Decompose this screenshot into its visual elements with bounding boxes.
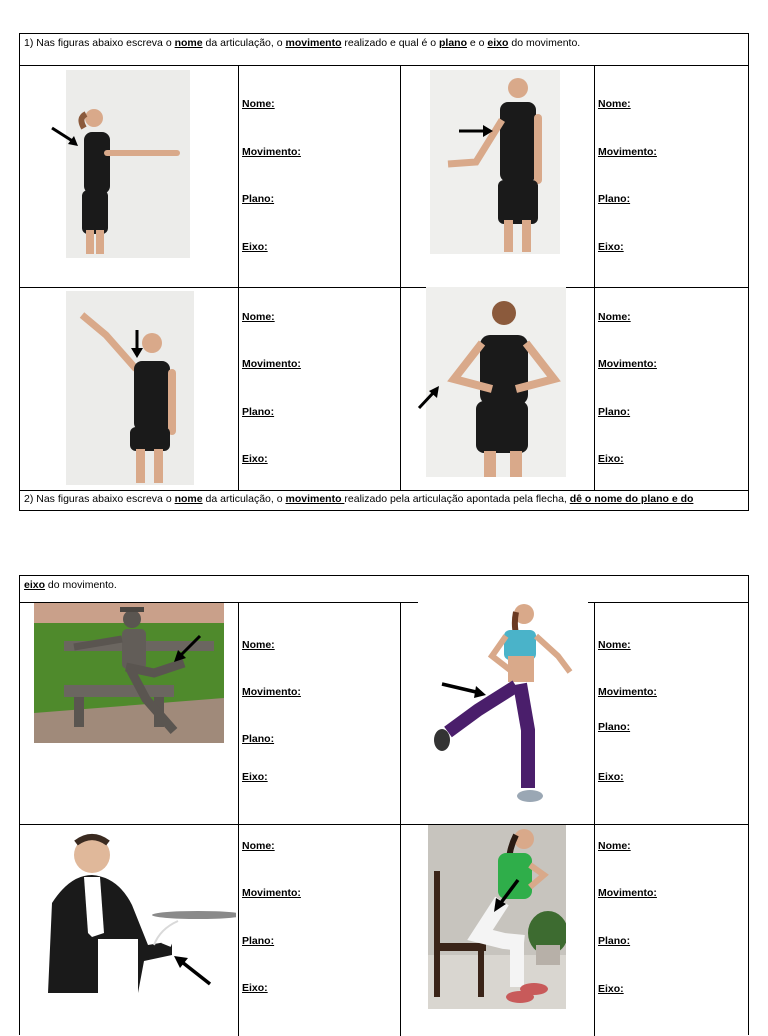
- statue-on-bench-illustration: [34, 603, 224, 743]
- nome-label: Nome:: [242, 639, 275, 651]
- q1-movimento: movimento: [285, 37, 342, 49]
- woman-arm-side-illustration: [430, 70, 560, 254]
- arrow-icon: [417, 384, 441, 410]
- nome-label: Nome:: [598, 311, 631, 323]
- woman-arm-up-illustration: [66, 291, 194, 485]
- question-2-text: [20, 490, 748, 508]
- column-divider: [594, 602, 595, 1036]
- plano-label: Plano:: [242, 406, 275, 418]
- eixo-label: Eixo:: [242, 453, 268, 465]
- column-divider: [238, 602, 239, 1036]
- woman-arm-forward-illustration: [66, 70, 190, 258]
- column-divider: [594, 65, 595, 490]
- eixo-label: Eixo:: [242, 241, 268, 253]
- plano-label: Plano:: [598, 406, 631, 418]
- eixo-label: Eixo:: [598, 771, 624, 783]
- woman-back-view-illustration: [426, 287, 566, 477]
- photo-squat-chair: [428, 825, 566, 1009]
- arrow-icon: [440, 680, 488, 700]
- arrow-icon: [492, 878, 520, 914]
- photo-shoulder-elevation: [66, 291, 194, 485]
- plano-label: Plano:: [242, 733, 275, 745]
- q2-nome: nome: [174, 493, 203, 505]
- column-divider: [400, 602, 401, 1036]
- nome-label: Nome:: [242, 840, 275, 852]
- row-divider: [20, 65, 748, 66]
- movimento-label: Movimento:: [598, 146, 657, 158]
- photo-shoulder-flexion: [66, 70, 190, 258]
- arrow-icon: [50, 126, 80, 148]
- exercise-table-2: [19, 575, 749, 1035]
- movimento-label: Movimento:: [598, 686, 657, 698]
- arrow-icon: [172, 954, 212, 986]
- q2-cont-rest: do movimento.: [45, 579, 117, 591]
- movimento-label: Movimento:: [242, 146, 301, 158]
- plano-label: Plano:: [598, 721, 631, 733]
- q2-movimento: movimento: [285, 493, 345, 505]
- eixo-label: Eixo:: [598, 453, 624, 465]
- q2-cont-eixo: eixo: [24, 579, 46, 591]
- photo-shoulder-extension: [426, 287, 566, 477]
- question-2-continuation: [20, 576, 748, 594]
- q1-mid1: da articulação, o: [202, 37, 286, 49]
- q2-bold-end: dê o nome do plano e do: [569, 493, 694, 505]
- q1-plano: plano: [438, 37, 467, 49]
- exercise-table-1: [19, 33, 749, 511]
- q1-suffix: do movimento.: [508, 37, 581, 49]
- arrow-icon: [130, 329, 144, 359]
- eixo-label: Eixo:: [598, 241, 624, 253]
- eixo-label: Eixo:: [242, 771, 268, 783]
- q1-eixo: eixo: [487, 37, 509, 49]
- plano-label: Plano:: [598, 193, 631, 205]
- column-divider: [238, 65, 239, 490]
- movimento-label: Movimento:: [598, 887, 657, 899]
- q2-mid2: realizado pela articulação apontada pela flecha,: [344, 493, 570, 505]
- row-divider: [20, 287, 748, 288]
- nome-label: Nome:: [242, 311, 275, 323]
- question-1-text: [20, 34, 748, 52]
- q1-mid3: e o: [466, 37, 488, 49]
- movimento-label: Movimento:: [242, 887, 301, 899]
- plano-label: Plano:: [242, 193, 275, 205]
- q1-prefix: 1) Nas figuras abaixo escreva o: [24, 37, 175, 49]
- q2-mid1: da articulação, o: [202, 493, 286, 505]
- nome-label: Nome:: [598, 840, 631, 852]
- arrow-icon: [172, 634, 202, 664]
- nome-label: Nome:: [242, 98, 275, 110]
- arrow-icon: [458, 124, 494, 138]
- nome-label: Nome:: [598, 98, 631, 110]
- plano-label: Plano:: [242, 935, 275, 947]
- photo-shoulder-abduction: [430, 70, 560, 254]
- woman-leg-back-illustration: [418, 600, 588, 814]
- woman-squat-illustration: [428, 825, 566, 1009]
- nome-label: Nome:: [598, 639, 631, 651]
- column-divider: [400, 65, 401, 490]
- movimento-label: Movimento:: [242, 358, 301, 370]
- plano-label: Plano:: [598, 935, 631, 947]
- q1-mid2: realizado e qual é o: [341, 37, 439, 49]
- eixo-label: Eixo:: [242, 982, 268, 994]
- photo-hip-extension: [418, 600, 588, 814]
- row-divider: [20, 824, 748, 825]
- photo-statue-bench: [34, 603, 224, 743]
- movimento-label: Movimento:: [242, 686, 301, 698]
- q2-prefix: 2) Nas figuras abaixo escreva o: [24, 493, 175, 505]
- eixo-label: Eixo:: [598, 983, 624, 995]
- movimento-label: Movimento:: [598, 358, 657, 370]
- q1-nome: nome: [174, 37, 203, 49]
